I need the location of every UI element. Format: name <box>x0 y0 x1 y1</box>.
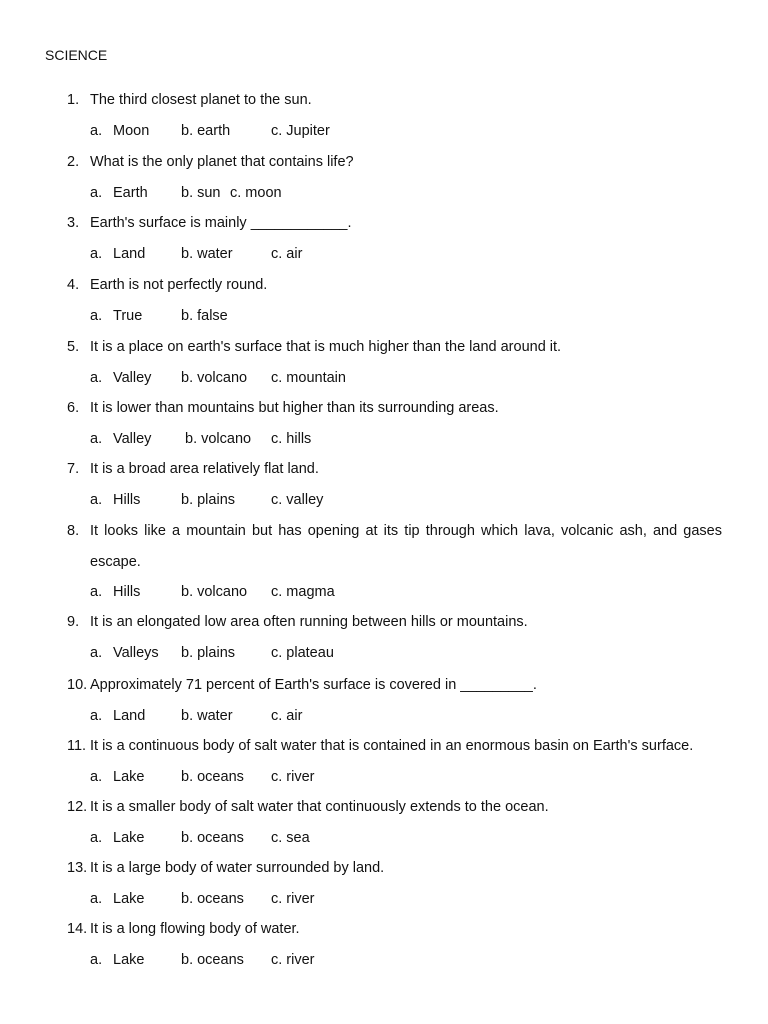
option-a-marker: a. <box>90 370 103 386</box>
options-line <box>0 368 768 388</box>
answer-option: b. plains <box>181 492 236 508</box>
answer-option: True <box>113 308 143 324</box>
question-line <box>0 736 768 756</box>
question-number: 2. <box>67 154 80 170</box>
question-line <box>0 521 768 541</box>
answer-option: Earth <box>113 185 148 201</box>
answer-option: c. mountain <box>271 370 346 386</box>
options-line <box>0 121 768 141</box>
options-line <box>0 950 768 970</box>
option-a-marker: a. <box>90 952 103 968</box>
question-line <box>0 675 768 695</box>
question-text: It is lower than mountains but higher than its surrounding areas. <box>90 400 499 416</box>
options-line <box>0 306 768 326</box>
option-a-marker: a. <box>90 830 103 846</box>
option-a-marker: a. <box>90 431 103 447</box>
answer-option: b. oceans <box>181 952 244 968</box>
question-number: 8. <box>67 523 80 539</box>
options-line <box>0 706 768 726</box>
answer-option: c. river <box>271 891 315 907</box>
answer-option: c. river <box>271 769 315 785</box>
answer-option: Lake <box>113 891 145 907</box>
answer-option: b. volcano <box>181 370 248 386</box>
question-text: It is a place on earth's surface that is much higher than the land around it. <box>90 339 562 355</box>
options-line <box>0 643 768 663</box>
answer-option: b. sun <box>181 185 221 201</box>
answer-option: c. river <box>271 952 315 968</box>
question-number: 13. <box>67 860 88 876</box>
question-line <box>0 398 768 418</box>
question-line <box>0 337 768 357</box>
question-line <box>0 90 768 110</box>
question-text: Earth is not perfectly round. <box>90 277 268 293</box>
answer-option: b. volcano <box>185 431 252 447</box>
question-line <box>0 612 768 632</box>
answer-option: c. Jupiter <box>271 123 330 139</box>
answer-option: b. oceans <box>181 891 244 907</box>
question-number: 14. <box>67 921 88 937</box>
option-a-marker: a. <box>90 891 103 907</box>
option-a-marker: a. <box>90 185 103 201</box>
option-a-marker: a. <box>90 308 103 324</box>
question-line <box>0 459 768 479</box>
question-text: It is a continuous body of salt water that is contained in an enormous basin on Earth's surface. <box>90 738 694 754</box>
options-line <box>0 828 768 848</box>
option-a-marker: a. <box>90 708 103 724</box>
answer-option: c. valley <box>271 492 324 508</box>
question-number: 3. <box>67 215 80 231</box>
answer-option: Land <box>113 246 146 262</box>
answer-option: b. water <box>181 246 233 262</box>
question-number: 7. <box>67 461 80 477</box>
answer-option: Valleys <box>113 645 159 661</box>
question-text: It is a large body of water surrounded by land. <box>90 860 385 876</box>
question-line <box>0 275 768 295</box>
question-text-continued: escape. <box>90 554 141 570</box>
options-line <box>0 582 768 602</box>
answer-option: b. false <box>181 308 228 324</box>
question-number: 10. <box>67 677 88 693</box>
question-number: 4. <box>67 277 80 293</box>
question-number: 1. <box>67 92 80 108</box>
answer-option: Valley <box>113 431 152 447</box>
answer-option: Lake <box>113 830 145 846</box>
options-line <box>0 889 768 909</box>
option-a-marker: a. <box>90 123 103 139</box>
question-number: 11. <box>67 738 87 754</box>
answer-option: Hills <box>113 492 141 508</box>
question-number: 6. <box>67 400 80 416</box>
options-line <box>0 244 768 264</box>
question-number: 5. <box>67 339 80 355</box>
question-text: The third closest planet to the sun. <box>90 92 312 108</box>
answer-option: Lake <box>113 769 145 785</box>
answer-option: c. moon <box>230 185 282 201</box>
options-line <box>0 429 768 449</box>
question-text: Earth's surface is mainly ____________. <box>90 215 352 231</box>
answer-option: b. plains <box>181 645 236 661</box>
question-text: It is an elongated low area often running between hills or mountains. <box>90 614 528 630</box>
question-text: What is the only planet that contains life? <box>90 154 354 170</box>
answer-option: Moon <box>113 123 150 139</box>
subject-heading: SCIENCE <box>45 47 108 63</box>
answer-option: c. air <box>271 246 303 262</box>
question-text: It looks like a mountain but has opening at its tip through which lava, volcanic ash, and gases <box>90 523 722 539</box>
option-a-marker: a. <box>90 584 103 600</box>
question-text: It is a broad area relatively flat land. <box>90 461 319 477</box>
option-a-marker: a. <box>90 246 103 262</box>
answer-option: c. plateau <box>271 645 334 661</box>
question-text: Approximately 71 percent of Earth's surface is covered in _________. <box>90 677 537 693</box>
options-line <box>0 767 768 787</box>
answer-option: c. magma <box>271 584 335 600</box>
question-text: It is a long flowing body of water. <box>90 921 300 937</box>
question-number: 12. <box>67 799 88 815</box>
options-line <box>0 183 768 203</box>
options-line <box>0 490 768 510</box>
answer-option: Land <box>113 708 146 724</box>
question-number: 9. <box>67 614 80 630</box>
question-line <box>0 797 768 817</box>
answer-option: c. hills <box>271 431 312 447</box>
question-line <box>0 152 768 172</box>
option-a-marker: a. <box>90 492 103 508</box>
question-line <box>0 213 768 233</box>
option-a-marker: a. <box>90 769 103 785</box>
question-line <box>0 858 768 878</box>
answer-option: b. water <box>181 708 233 724</box>
answer-option: b. oceans <box>181 769 244 785</box>
answer-option: Lake <box>113 952 145 968</box>
answer-option: c. air <box>271 708 303 724</box>
answer-option: Hills <box>113 584 141 600</box>
question-text: It is a smaller body of salt water that continuously extends to the ocean. <box>90 799 549 815</box>
answer-option: b. oceans <box>181 830 244 846</box>
answer-option: Valley <box>113 370 152 386</box>
option-a-marker: a. <box>90 645 103 661</box>
answer-option: b. volcano <box>181 584 248 600</box>
question-line <box>0 919 768 939</box>
answer-option: c. sea <box>271 830 310 846</box>
answer-option: b. earth <box>181 123 231 139</box>
